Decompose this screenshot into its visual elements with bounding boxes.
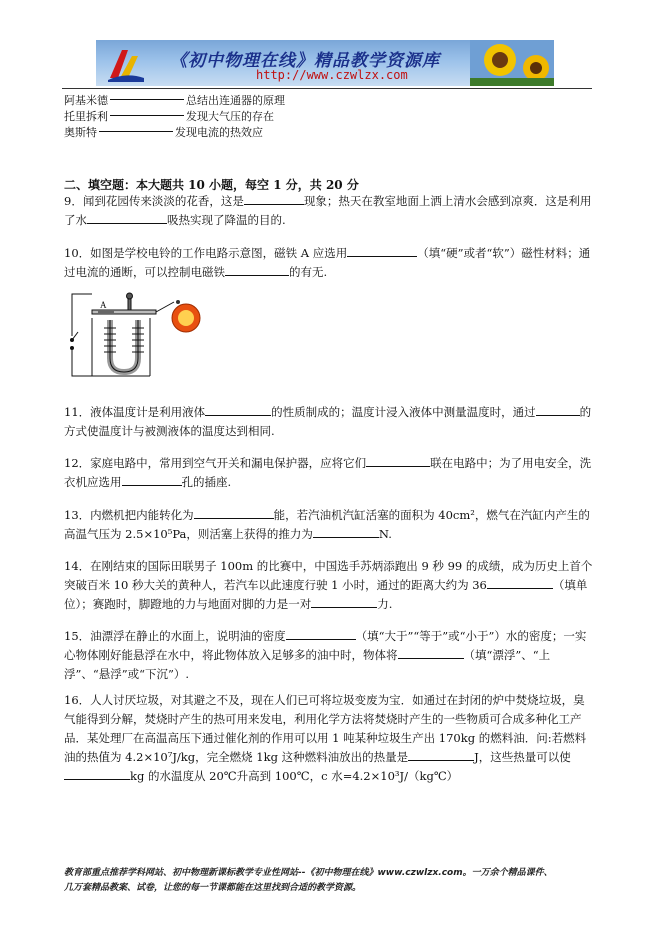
q16-text-a: 16．人人讨厌垃圾，对其避之不及，现在人们已可将垃圾变废为宝．如通过在封闭的炉中焚烧垃圾，臭气能得到分解，焚烧时产生的热可用来发电，利用化学方法将焚烧时产生的一些物质可合成多种化工产品．某处理厂在高温高压下通过催化剂的作用可以用 1 吨某种垃圾生产出 170kg 的燃料油． [64,693,585,745]
q16-blank-2[interactable] [64,767,130,780]
question-14 [64,557,594,614]
q11-blank-1[interactable] [205,403,271,416]
header-title: 《初中物理在线》精品教学资源库 [170,51,440,71]
q10-text-b: （填“硬”或者“软”）磁性材料；通过电流的通断，可以控制电磁铁 [64,246,591,279]
header-divider [62,88,592,89]
q9-text-a: 9．闻到花园传来淡淡的花香，这是 [64,194,244,208]
match-row-2 [64,108,274,124]
q14-text-c: 力. [377,597,393,611]
q14-text-b: （填单位）；赛跑时，脚蹬地的力与地面对脚的力是一对 [64,578,588,611]
q9-text-c: 吸热实现了降温的目的. [167,213,286,227]
q9-blank-2[interactable] [87,211,167,224]
q10-blank-2[interactable] [225,263,289,276]
match-row-3 [64,124,263,140]
electric-bell-circuit-diagram [64,284,224,380]
scientist-fact: 发现电流的热效应 [175,126,263,139]
q12-text-b: 联在电路中；为了用电安全，洗衣机应选用 [64,456,592,489]
question-16 [64,691,594,786]
section-title: 二、填空题：本大题共 10 小题，每空 1 分，共 20 分 [64,178,359,192]
site-logo-icon [106,44,146,84]
q11-blank-2[interactable] [536,403,580,416]
q12-blank-2[interactable] [122,473,182,486]
q13-blank-2[interactable] [313,525,379,538]
q15-text-a: 15．油漂浮在静止的水面上，说明油的密度 [64,629,286,643]
q14-blank-1[interactable] [487,576,553,589]
q16-text-d: kg 的水温度从 20℃升高到 100℃，c 水=4.2×10³J/（kg℃） [130,769,459,783]
sunflower-icon [470,40,554,86]
scientist-name: 奥斯特 [64,126,97,139]
q11-text-c: 的方式使温度计与被测液体的温度达到相同. [64,405,592,438]
q15-text-b: （填“大于”“等于”或“小于”）水的密度；一实心物体刚好能悬浮在水中，将此物体放入足够多的油中时，物体将 [64,629,587,662]
page-footer [64,866,604,896]
q13-text-b: 能，若汽油机汽缸活塞的面积为 40cm²，燃气在汽缸内产生的高温气压为 2.5×10⁵Pa，则活塞上获得的推力为 [64,508,590,541]
question-9 [64,192,594,230]
q13-blank-1[interactable] [194,506,274,519]
header-url[interactable]: http://www.czwlzx.com [256,68,408,82]
scientist-fact: 发现大气压的存在 [186,110,274,123]
q13-text-c: N. [378,527,392,541]
q15-blank-2[interactable] [398,646,464,659]
footer-line-1: 教育部重点推荐学科网站、初中物理新课标教学专业性网站--《初中物理在线》www.czwlzx.com。一万余个精品课件、 [64,868,553,878]
q11-text-a: 11．液体温度计是利用液体 [64,405,206,419]
q9-text-b: 现象；热天在教室地面上洒上清水会感到凉爽．这是利用了水 [64,194,592,227]
q10-text-a: 10．如图是学校电铃的工作电路示意图，磁铁 A 应选用 [64,246,348,260]
question-13 [64,506,594,544]
q12-text-c: 孔的插座. [181,475,232,489]
footer-line-2: 几万套精品教案、试卷，让您的每一节课都能在这里找到合适的教学资源。 [64,883,362,893]
q11-text-b: 的性质制成的；温度计浸入液体中测量温度时，通过 [271,405,536,419]
q16-blank-1[interactable] [408,748,474,761]
q12-text-a: 12．家庭电路中，常用到空气开关和漏电保护器，应将它们 [64,456,367,470]
q14-text-a: 14．在刚结束的国际田联男子 100m 的比赛中，中国选手苏炳添跑出 9 秒 99 的成绩，成为历史上首个突破百米 10 秒大关的黄种人，若汽车以此速度行驶 1 小时，通过的距离大约为 36 [64,559,593,592]
question-10 [64,244,594,282]
match-row-1 [64,92,285,108]
connector-line [110,115,184,116]
q10-text-c: 的有无. [289,265,328,279]
q9-blank-1[interactable] [244,192,304,205]
q16-text-c: J，这些热量可以使 [474,750,571,764]
q12-blank-1[interactable] [366,454,430,467]
q16-text-b: 问:若燃料油的热值为 4.2×10⁷J/kg，完全燃烧 1kg 这种燃料油放出的热量是 [64,731,587,764]
q13-text-a: 13．内燃机把内能转化为 [64,508,194,522]
connector-line [99,131,173,132]
q14-blank-2[interactable] [311,595,377,608]
connector-line [110,99,184,100]
magnet-label: A [100,300,107,310]
q15-text-c: （填“漂浮”、“上浮”、“悬浮”或“下沉”）. [64,648,551,681]
header-banner [96,40,554,86]
q15-blank-1[interactable] [286,627,356,640]
question-11 [64,403,594,441]
question-12 [64,454,594,492]
scientist-name: 托里拆利 [64,110,108,123]
q10-blank-1[interactable] [347,244,417,257]
question-15 [64,627,594,684]
scientist-name: 阿基米德 [64,94,108,107]
scientist-fact: 总结出连通器的原理 [186,94,285,107]
